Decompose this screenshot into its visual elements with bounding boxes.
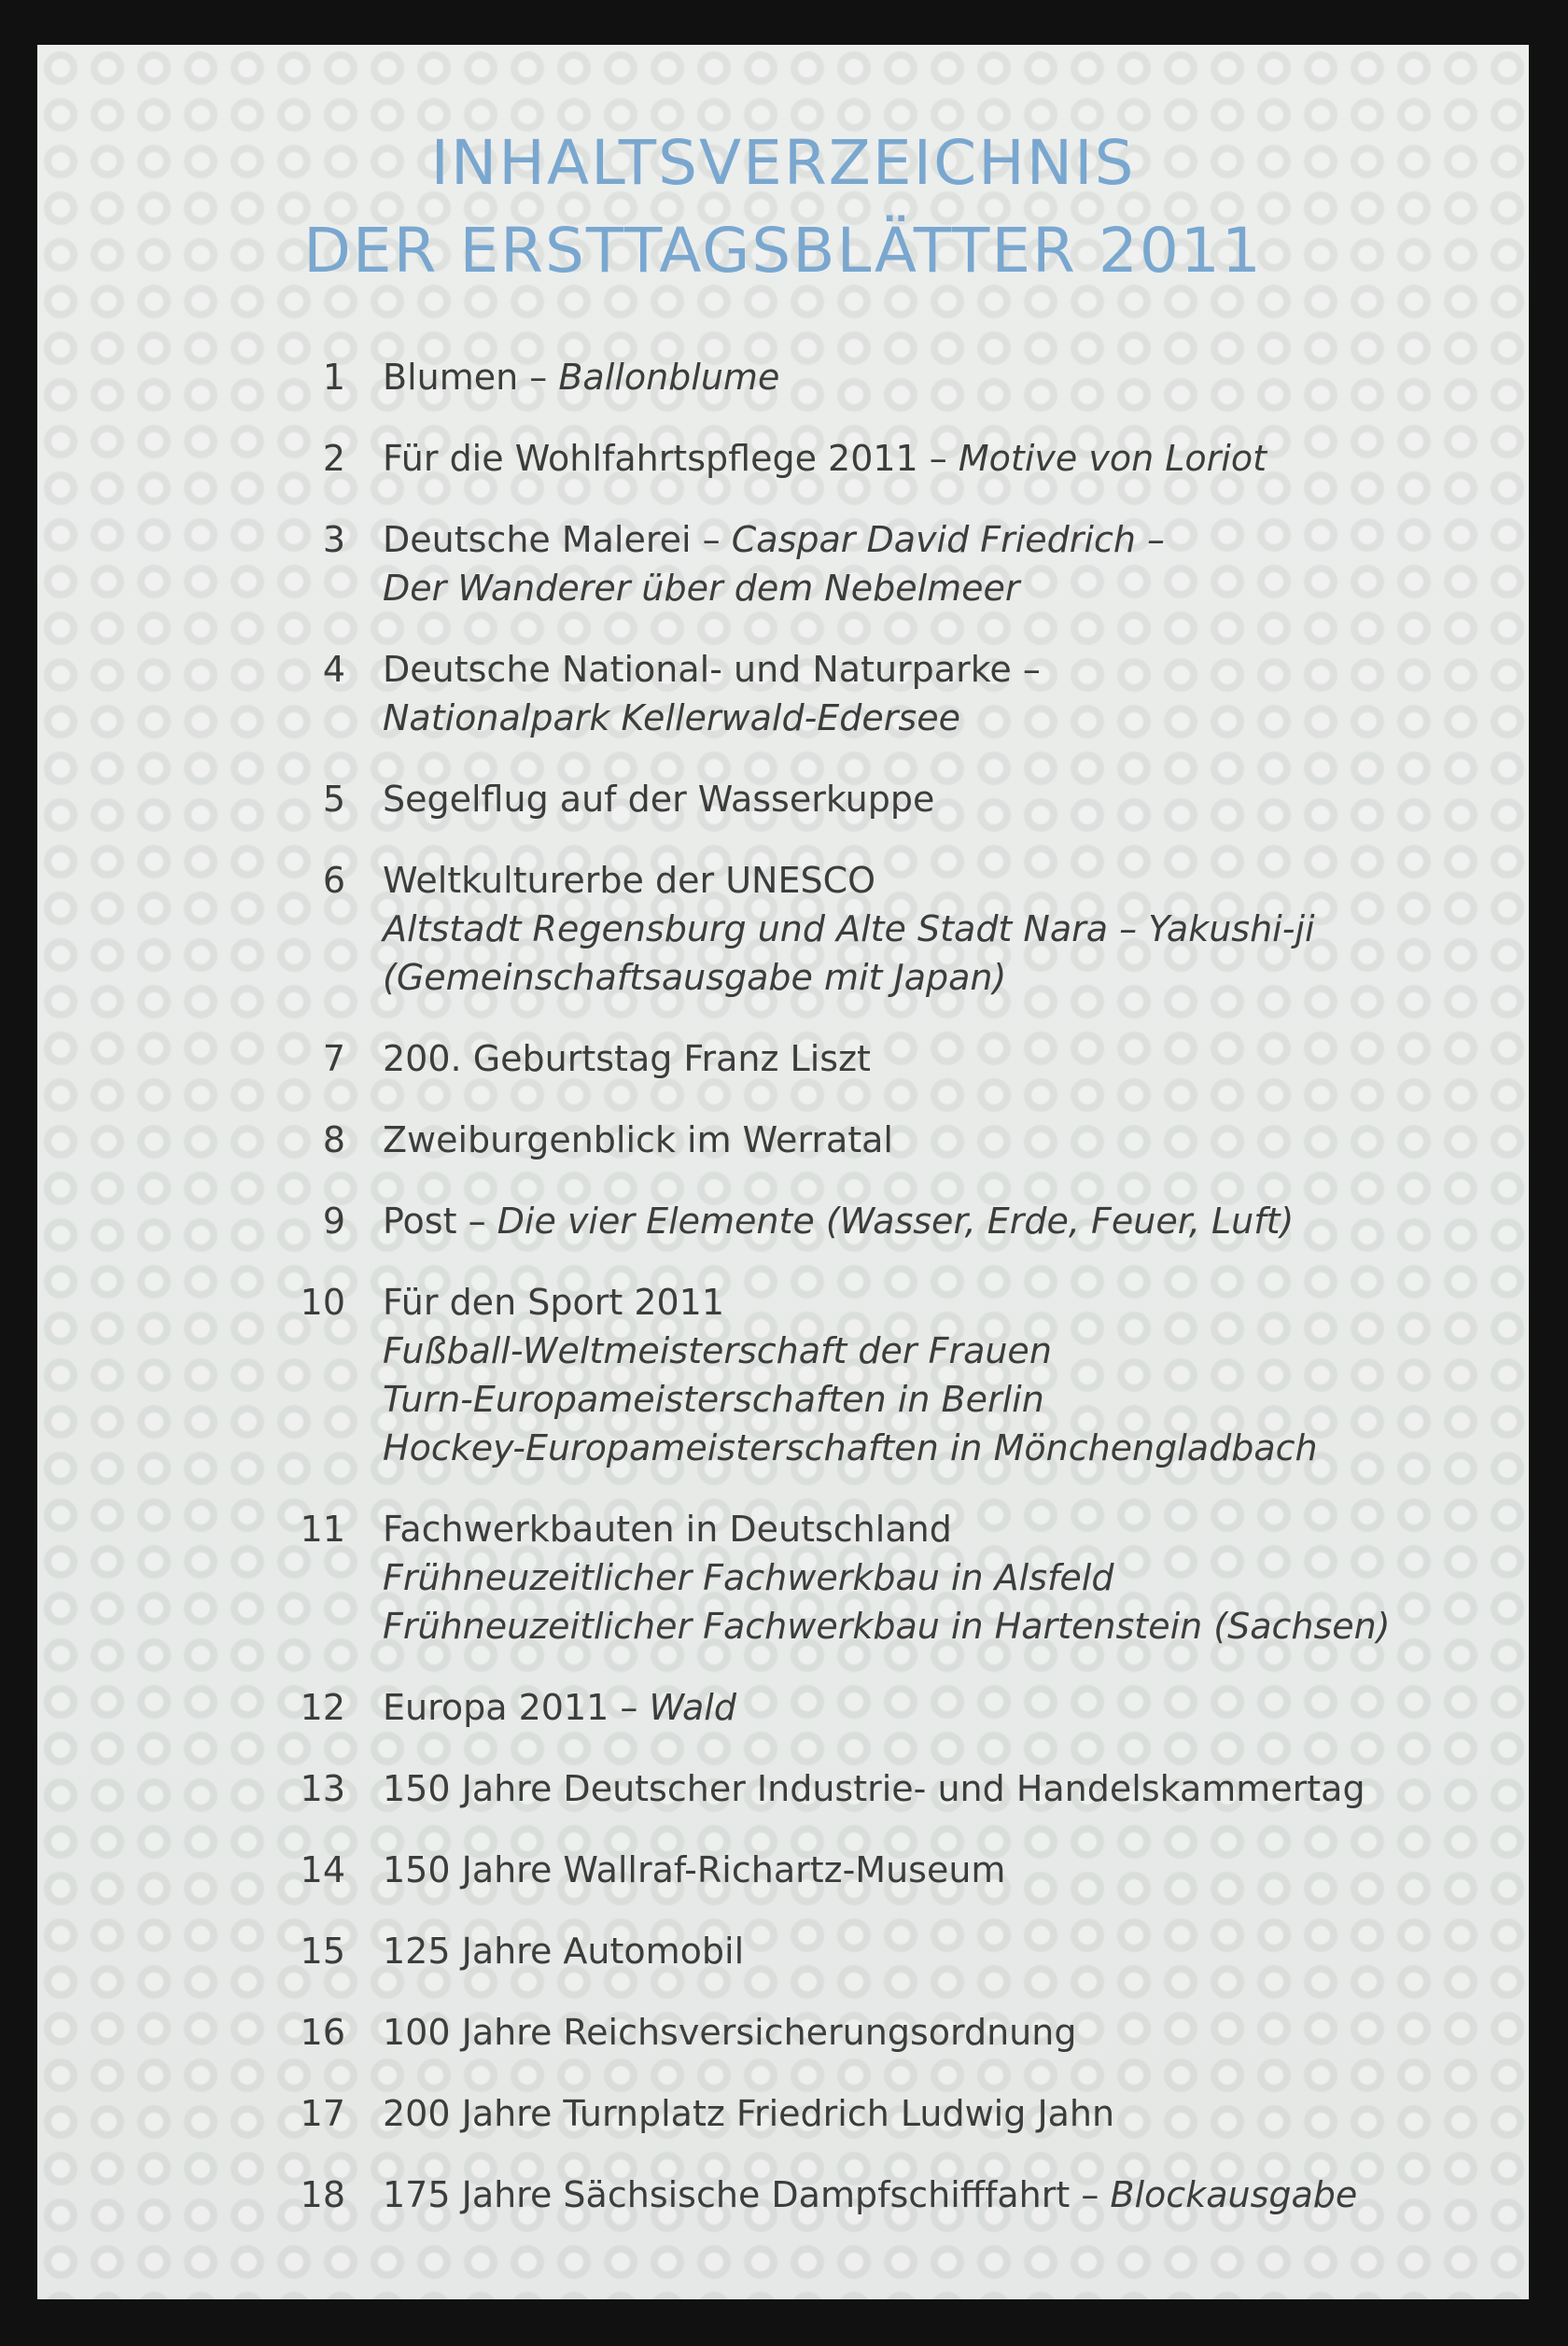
entry-number: 10: [300, 1282, 345, 1323]
entry-title-line: [383, 775, 1456, 823]
entry-title: 175 Jahre Sächsische Dampfschifffahrt –: [383, 2174, 1111, 2215]
entry-title: 200. Geburtstag Franz Liszt: [383, 1038, 871, 1079]
entry-detail-line: Frühneuzeitlicher Fachwerkbau in Hartenstein (Sachsen): [383, 1606, 1391, 1647]
toc-entry: [243, 1116, 1456, 1164]
entry-number: 4: [322, 649, 345, 690]
entry-title-line: [383, 2008, 1456, 2057]
entry-title: Post –: [383, 1201, 497, 1242]
entry-title: Für den Sport 2011: [383, 1282, 725, 1323]
entry-title: Weltkulturerbe der UNESCO: [383, 860, 876, 901]
entry-subtitle: Wald: [649, 1687, 736, 1728]
entry-number: 14: [300, 1849, 345, 1890]
entry-detail-line: Altstadt Regensburg und Alte Stadt Nara – Yakushi-ji: [383, 908, 1315, 949]
entry-title: Blumen –: [383, 357, 559, 398]
entry-number: 1: [322, 357, 345, 398]
entry-title-line: [383, 1197, 1456, 1245]
entry-title-line: [383, 1764, 1456, 1813]
toc-entry: [243, 1505, 1456, 1651]
entry-title: 200 Jahre Turnplatz Friedrich Ludwig Jahn: [383, 2093, 1115, 2134]
entry-title-line: [383, 1034, 1456, 1083]
toc-entry: [243, 1764, 1456, 1813]
toc-entry: [243, 2170, 1456, 2219]
toc-entry: [243, 1034, 1456, 1083]
entry-number: 6: [322, 860, 345, 901]
entry-title-line: [383, 856, 1456, 905]
entry-title: Für die Wohlfahrtspflege 2011 –: [383, 438, 959, 479]
entry-subtitle: Die vier Elemente (Wasser, Erde, Feuer, Luft): [497, 1201, 1295, 1242]
toc-entry: [243, 1683, 1456, 1732]
entry-number: 12: [300, 1687, 345, 1728]
toc-entry: [243, 1278, 1456, 1472]
entry-title: Zweiburgenblick im Werratal: [383, 1119, 893, 1160]
entry-number: 17: [300, 2093, 345, 2134]
entry-title-line: [383, 1505, 1456, 1553]
entry-subtitle: Blockausgabe: [1110, 2174, 1358, 2215]
entry-detail-line: (Gemeinschaftsausgabe mit Japan): [383, 957, 1007, 998]
entry-title: Fachwerkbauten in Deutschland: [383, 1509, 952, 1550]
entry-detail-line: Turn-Europameisterschaften in Berlin: [383, 1379, 1044, 1420]
toc-entry: [243, 856, 1456, 1002]
entry-number: 11: [300, 1509, 345, 1550]
entry-title-line: [383, 2089, 1456, 2138]
entry-number: 5: [322, 779, 345, 820]
toc-entry: [243, 515, 1456, 612]
entry-title-line: [383, 1683, 1456, 1732]
toc-entry: [243, 775, 1456, 823]
entry-number: 3: [322, 519, 345, 560]
toc-entry: [243, 1197, 1456, 1245]
entry-number: 7: [322, 1038, 345, 1079]
entry-number: 15: [300, 1931, 345, 1972]
toc-entry: [243, 434, 1456, 483]
title-line-2: DER ERSTTAGSBLÄTTER 2011: [303, 215, 1263, 287]
toc-entry: [243, 1927, 1456, 1975]
entry-title: 150 Jahre Deutscher Industrie- und Handelskammertag: [383, 1768, 1365, 1809]
entry-detail-line: Hockey-Europameisterschaften in Mönchengladbach: [383, 1427, 1318, 1468]
entry-detail-line: Nationalpark Kellerwald-Edersee: [383, 697, 960, 738]
page-title: [37, 119, 1529, 295]
entry-title: 150 Jahre Wallraf-Richartz-Museum: [383, 1849, 1006, 1890]
entry-detail-line: Frühneuzeitlicher Fachwerkbau in Alsfeld: [383, 1557, 1114, 1598]
entry-subtitle: Caspar David Friedrich –: [731, 519, 1166, 560]
toc-entry: [243, 353, 1456, 401]
entry-title: 100 Jahre Reichsversicherungsordnung: [383, 2012, 1077, 2053]
entry-title-line: [383, 515, 1456, 564]
entry-number: 18: [300, 2174, 345, 2215]
entry-detail-line: Fußball-Weltmeisterschaft der Frauen: [383, 1330, 1052, 1371]
toc-entry: [243, 2089, 1456, 2138]
entry-number: 8: [322, 1119, 345, 1160]
entry-title: Europa 2011 –: [383, 1687, 650, 1728]
entry-title-line: [383, 1278, 1456, 1327]
toc-entry: [243, 1846, 1456, 1894]
entry-title-line: [383, 1927, 1456, 1975]
entry-title-line: [383, 645, 1456, 694]
title-line-1: INHALTSVERZEICHNIS: [430, 127, 1136, 199]
entry-number: 13: [300, 1768, 345, 1809]
toc-entry: [243, 2008, 1456, 2057]
entry-title: Deutsche Malerei –: [383, 519, 732, 560]
entry-title-line: [383, 1846, 1456, 1894]
entry-title: Segelflug auf der Wasserkuppe: [383, 779, 935, 820]
document-page: [37, 45, 1529, 2299]
entry-number: 16: [300, 2012, 345, 2053]
entry-title-line: [383, 2170, 1456, 2219]
entry-number: 9: [322, 1201, 345, 1242]
entry-title-line: [383, 434, 1456, 483]
entry-subtitle: Motive von Loriot: [958, 438, 1267, 479]
entry-title: Deutsche National- und Naturparke –: [383, 649, 1041, 690]
entry-title: 125 Jahre Automobil: [383, 1931, 745, 1972]
toc-entry: [243, 645, 1456, 742]
table-of-contents: [243, 353, 1456, 2219]
entry-subtitle: Ballonblume: [558, 357, 780, 398]
entry-title-line: [383, 1116, 1456, 1164]
entry-detail-line: Der Wanderer über dem Nebelmeer: [383, 568, 1020, 609]
entry-number: 2: [322, 438, 345, 479]
entry-title-line: [383, 353, 1456, 401]
